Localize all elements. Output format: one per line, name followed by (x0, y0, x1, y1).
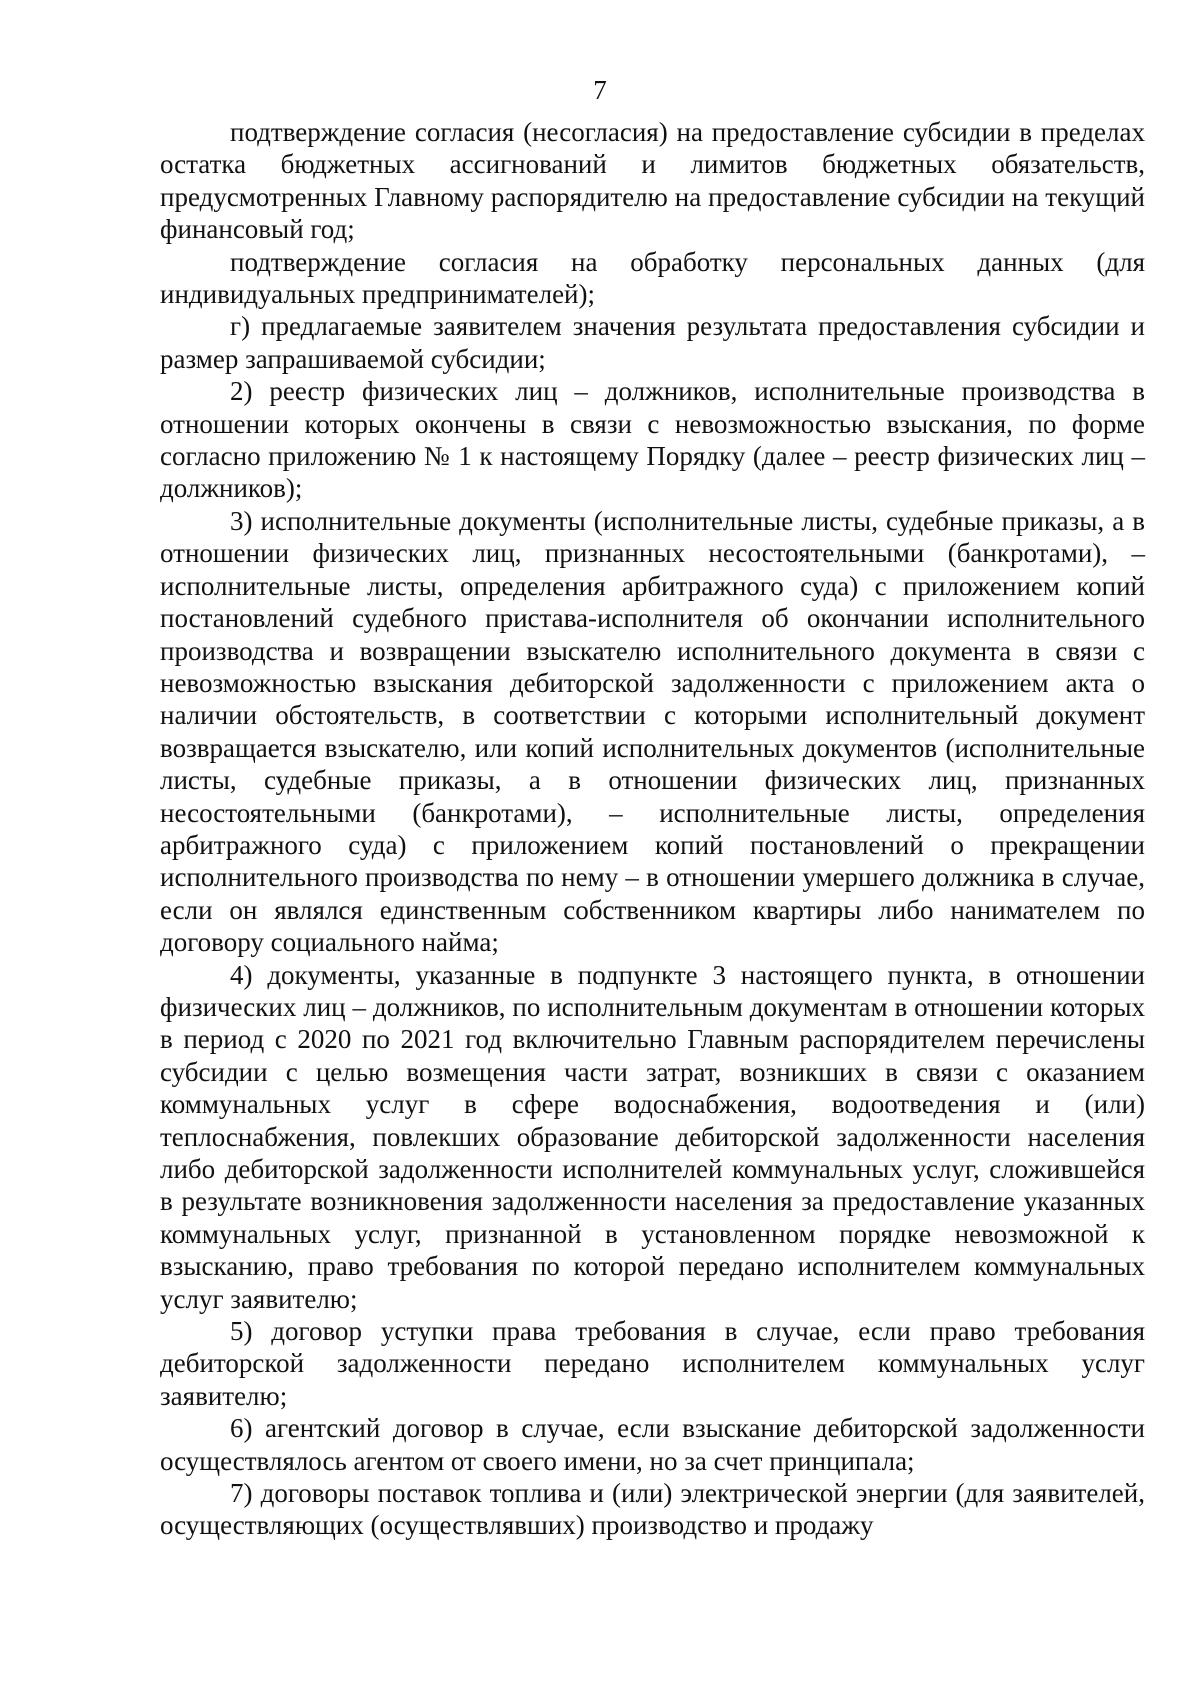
paragraph-item-4: 4) документы, указанные в подпункте 3 настоящего пункта, в отношении физических лиц – должников, по исполнительным документам в отношении которых в период с 2020 по 2021 год включительно Главным распорядителем перечислены субсидии с целью возмещения части затрат, возникших в связи с оказанием коммунальных услуг в сфере водоснабжения, водоотведения и (или) теплоснабжения, повлекших образование дебиторской задолженности населения либо дебиторской задолженности исполнителей коммунальных услуг, сложившейся в результате возникновения задолженности населения за предоставление указанных коммунальных услуг, признанной в установленном порядке невозможной к взысканию, право требования по которой передано исполнителем коммунальных услуг заявителю; (160, 959, 1145, 1314)
paragraph-item-5: 5) договор уступки права требования в случае, если право требования дебиторской задолженности передано исполнителем коммунальных услуг заявителю; (160, 1316, 1145, 1411)
paragraph-consent-subsidy: подтверждение согласия (несогласия) на предоставление субсидии в пределах остатка бюджетных ассигнований и лимитов бюджетных обязательств, предусмотренных Главному распорядителю на предоставление субсидии на текущий финансовый год; (160, 117, 1145, 245)
paragraph-item-7: 7) договоры поставок топлива и (или) электрической энергии (для заявителей, осуществляющих (осуществлявших) производство и продажу (160, 1478, 1145, 1541)
paragraph-item-g: г) предлагаемые заявителем значения результата предоставления субсидии и размер запрашиваемой субсидии; (160, 311, 1145, 374)
paragraph-item-6: 6) агентский договор в случае, если взыскание дебиторской задолженности осуществлялось агентом от своего имени, но за счет принципала; (160, 1413, 1145, 1476)
paragraph-consent-personal-data: подтверждение согласия на обработку персональных данных (для индивидуальных предпринимателей); (160, 246, 1145, 310)
paragraph-item-2: 2) реестр физических лиц – должников, исполнительные производства в отношении которых окончены в связи с невозможностью взыскания, по форме согласно приложению № 1 к настоящему Порядку (далее – реестр физических лиц – должников); (160, 376, 1145, 504)
paragraph-item-3: 3) исполнительные документы (исполнительные листы, судебные приказы, а в отношении физических лиц, признанных несостоятельными (банкротами), – исполнительные листы, определения арбитражного суда) с приложением копий постановлений судебного пристава-исполнителя об окончании исполнительного производства и возвращении взыскателю исполнительного документа в связи с невозможностью взыскания дебиторской задолженности с приложением акта о наличии обстоятельств, в соответствии с которыми исполнительный документ возвращается взыскателю, или копий исполнительных документов (исполнительные листы, судебные приказы, а в отношении физических лиц, признанных несостоятельными (банкротами), – исполнительные листы, определения арбитражного суда) с приложением копий постановлений о прекращении исполнительного производства по нему – в отношении умершего должника в случае, если он являлся единственным собственником квартиры либо нанимателем по договору социального найма; (160, 505, 1145, 958)
document-body (160, 116, 1145, 1542)
page-number: 7 (593, 75, 607, 105)
